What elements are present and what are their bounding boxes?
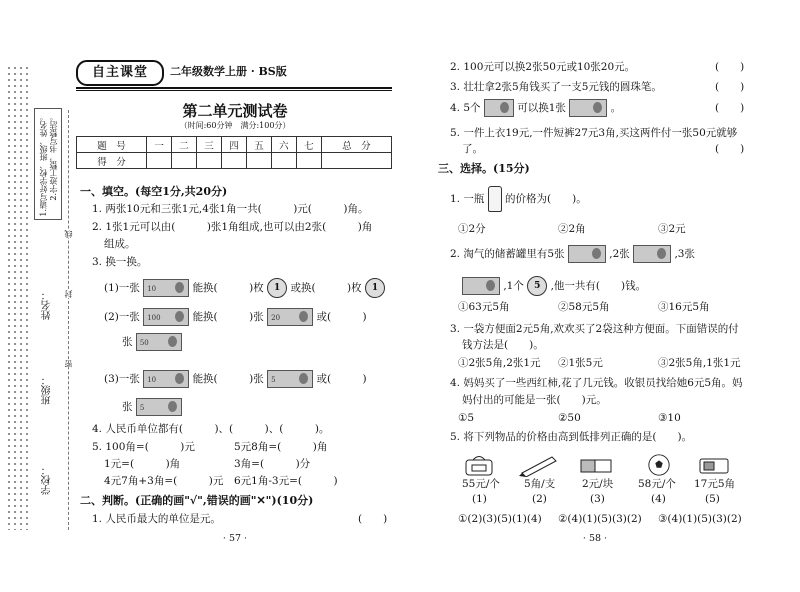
- pencil-case-icon: [696, 453, 732, 477]
- judge-4-end: 。: [610, 102, 622, 114]
- banknote-icon: [136, 333, 182, 351]
- item-index-2: (2): [532, 493, 547, 505]
- q3-1-mid: 能换( )枚: [192, 282, 264, 294]
- item-price-3: 2元/块: [582, 478, 614, 490]
- choice-2-c: ,3张: [674, 248, 695, 260]
- seal-mark-line: 线: [64, 230, 73, 238]
- question-5-row1-b: 5元8角=( )角: [234, 441, 328, 453]
- logo: 自主课堂: [76, 60, 164, 86]
- score-cell[interactable]: [147, 153, 172, 169]
- score-head: 三: [197, 137, 222, 153]
- bill-value: 5: [139, 404, 145, 412]
- eraser-icon: [578, 453, 614, 477]
- choice-5: 5. 将下列物品的价格由高到低排列正确的是( )。: [450, 431, 693, 443]
- judge-2: 2. 100元可以换2张50元或10张20元。: [450, 61, 636, 73]
- score-table: [76, 136, 392, 169]
- book-subtitle: 二年级数学上册 · BS版: [170, 65, 287, 78]
- choice-5-opt-1[interactable]: ①(2)(3)(5)(1)(4): [458, 513, 542, 525]
- judge-3-paren: ( ): [715, 81, 745, 93]
- judge-1-paren: ( ): [358, 513, 388, 525]
- item-price-1: 55元/个: [462, 478, 500, 490]
- judge-5-line2: 了。: [462, 143, 483, 155]
- score-cell[interactable]: [296, 153, 321, 169]
- choice-1-opt-1[interactable]: ①2分: [458, 223, 486, 235]
- judge-2-paren: ( ): [715, 61, 745, 73]
- score-head: 二: [172, 137, 197, 153]
- choice-3-line2: 钱方法是( )。: [462, 339, 544, 351]
- q3-2-prefix: (2)一张: [104, 311, 140, 323]
- score-head: 四: [222, 137, 247, 153]
- seal-mark-secret: 密: [64, 360, 73, 368]
- q3-1-end: 或换( )枚: [290, 282, 362, 294]
- header-rule: [76, 87, 392, 89]
- section-choice-heading: 三、选择。(15分): [438, 162, 530, 175]
- question-3-3-line2: [122, 398, 182, 416]
- banknote-icon: [633, 245, 671, 263]
- question-5-row2-b: 3角=( )分: [234, 458, 311, 470]
- item-price-2: 5角/支: [524, 478, 556, 490]
- header-rule-thin: [76, 90, 392, 91]
- q3-2-mid: 能换( )张: [192, 311, 264, 323]
- bill-value: 20: [271, 314, 281, 322]
- item-price-4: 58元/个: [638, 478, 676, 490]
- score-cell[interactable]: [271, 153, 296, 169]
- banknote-icon: [267, 308, 313, 326]
- question-5-row3-b: 6元1角-3元=( ): [234, 475, 338, 487]
- banknote-icon: [267, 370, 313, 388]
- choice-3-opt-1[interactable]: ①2张5角,2张1元: [458, 357, 541, 369]
- q3-3-prefix: (3)一张: [104, 373, 140, 385]
- score-head: 题 号: [77, 137, 147, 153]
- choice-2-e: ,他一共有( )钱。: [550, 280, 647, 292]
- banknote-icon: [569, 99, 607, 117]
- choice-1-suffix: 的价格为( )。: [505, 193, 587, 205]
- sidebar-note-1: 1.请写好学校、班级、姓名。: [39, 113, 48, 217]
- choice-2-opt-1[interactable]: ①63元5角: [458, 301, 510, 313]
- choice-2-line2: [462, 276, 646, 296]
- judge-3: 3. 壮壮拿2张5角钱买了一支5元钱的圆珠笔。: [450, 81, 662, 93]
- item-index-4: (4): [651, 493, 666, 505]
- bill-value: 10: [147, 285, 157, 293]
- choice-4-opt-2[interactable]: ②50: [558, 412, 581, 424]
- question-5-row1-a: 5. 100角=( )元: [92, 441, 195, 453]
- name-label: 姓名：: [42, 290, 53, 320]
- item-index-1: (1): [472, 493, 487, 505]
- score-cell[interactable]: [321, 153, 391, 169]
- choice-4-opt-3[interactable]: ③10: [658, 412, 681, 424]
- question-3: 3. 换一换。: [92, 256, 148, 268]
- choice-3-opt-2[interactable]: ②1张5元: [558, 357, 603, 369]
- choice-5-opt-3[interactable]: ③(4)(1)(5)(3)(2): [658, 513, 742, 525]
- section-judge-heading: 二、判断。(正确的画"√",错误的画"✕")(10分): [80, 494, 314, 507]
- choice-4-line1: 4. 妈妈买了一些西红柿,花了几元钱。收银员找给她6元5角。妈: [450, 377, 743, 389]
- judge-4-prefix: 4. 5个: [450, 102, 481, 114]
- banknote-icon: [143, 279, 189, 297]
- choice-4-opt-1[interactable]: ①5: [458, 412, 475, 424]
- q3-3-unit: 张: [122, 401, 133, 413]
- dotted-margin: [6, 65, 28, 530]
- bill-value: 10: [147, 376, 157, 384]
- score-table-score-row: [77, 153, 392, 169]
- question-3-2-line2: [122, 333, 182, 351]
- question-3-3: [104, 370, 367, 388]
- banknote-icon: [136, 398, 182, 416]
- question-3-2: [104, 308, 367, 326]
- choice-3-line1: 3. 一袋方便面2元5角,欢欢买了2袋这种方便面。下面错误的付: [450, 323, 739, 335]
- banknote-icon: [484, 99, 514, 117]
- choice-1-opt-3[interactable]: ③2元: [658, 223, 686, 235]
- exam-meta: （时间:60分钟 满分:100分）: [179, 121, 291, 130]
- coin-icon: 1: [365, 278, 385, 298]
- cut-line: [68, 110, 69, 530]
- question-5-row3-a: 4元7角+3角=( )元: [104, 475, 224, 487]
- judge-4-paren: ( ): [715, 102, 745, 114]
- q3-3-mid: 能换( )张: [192, 373, 264, 385]
- q3-1-prefix: (1)一张: [104, 282, 140, 294]
- class-label: 班级：: [42, 375, 53, 405]
- choice-2-opt-2[interactable]: ②58元5角: [558, 301, 610, 313]
- judge-4-mid: 可以换1张: [517, 102, 566, 114]
- score-head: 一: [147, 137, 172, 153]
- banknote-icon: [143, 308, 189, 326]
- score-head: 七: [296, 137, 321, 153]
- question-4: 4. 人民币单位都有( )、( )、( )。: [92, 423, 330, 435]
- choice-2-d: ,1个: [503, 280, 524, 292]
- sidebar-note-2: 2.字迹工整，书写整洁。: [49, 113, 58, 201]
- item-index-5: (5): [705, 493, 720, 505]
- score-table-header-row: [77, 137, 392, 153]
- judge-5-line1: 5. 一件上衣19元,一件短裤27元3角,买这两件付一张50元就够: [450, 127, 738, 139]
- question-3-1: [104, 278, 385, 298]
- score-head: 六: [271, 137, 296, 153]
- banknote-icon: [462, 277, 500, 295]
- q3-2-unit: 张: [122, 336, 133, 348]
- choice-2-a: 2. 淘气的储蓄罐里有5张: [450, 248, 565, 260]
- football-icon: [646, 453, 672, 477]
- score-cell[interactable]: [197, 153, 222, 169]
- page-number: · 58 ·: [582, 533, 608, 544]
- school-label: 学校：: [42, 465, 53, 495]
- score-row-label: 得 分: [77, 153, 147, 169]
- banknote-icon: [143, 370, 189, 388]
- page-title: 第二单元测试卷: [182, 102, 288, 120]
- judge-1: 1. 人民币最大的单位是元。: [92, 513, 221, 525]
- coin-icon: 1: [267, 278, 287, 298]
- choice-2-b: ,2张: [609, 248, 630, 260]
- score-cell[interactable]: [222, 153, 247, 169]
- score-cell[interactable]: [172, 153, 197, 169]
- q3-2-or: 或( ): [316, 311, 367, 323]
- choice-1: [450, 186, 587, 212]
- judge-4: [450, 99, 621, 117]
- item-index-3: (3): [590, 493, 605, 505]
- q3-3-or: 或( ): [316, 373, 367, 385]
- choice-3-opt-3[interactable]: ③2张5角,1张1元: [658, 357, 741, 369]
- question-2-line1: 2. 1张1元可以由( )张1角组成,也可以由2张( )角: [92, 221, 373, 233]
- question-5-row2-a: 1元=( )角: [104, 458, 181, 470]
- bill-value: 100: [147, 314, 161, 322]
- choice-2-line1: [450, 245, 695, 263]
- choice-2-opt-3[interactable]: ③16元5角: [658, 301, 710, 313]
- choice-1-prefix: 1. 一瓶: [450, 193, 485, 205]
- item-price-5: 17元5角: [694, 478, 736, 490]
- bill-value: 50: [139, 339, 149, 347]
- banknote-icon: [568, 245, 606, 263]
- judge-5-paren: ( ): [715, 143, 745, 155]
- choice-4-line2: 妈付出的可能是一张( )元。: [462, 394, 607, 406]
- seal-mark-seal: 封: [64, 290, 73, 298]
- section-fill-in-heading: 一、填空。(每空1分,共20分): [80, 185, 228, 198]
- score-cell[interactable]: [246, 153, 271, 169]
- score-head: 五: [246, 137, 271, 153]
- choice-5-opt-2[interactable]: ②(4)(1)(5)(3)(2): [558, 513, 642, 525]
- score-head: 总 分: [321, 137, 391, 153]
- coin-icon: 5: [527, 276, 547, 296]
- question-2-line2: 组成。: [104, 238, 136, 250]
- choice-1-opt-2[interactable]: ②2角: [558, 223, 586, 235]
- question-1: 1. 两张10元和三张1元,4张1角一共( )元( )角。: [92, 203, 369, 215]
- water-bottle-icon: [488, 186, 502, 212]
- pencil-icon: [518, 453, 560, 477]
- bill-value: 5: [271, 376, 276, 384]
- page-number: · 57 ·: [222, 533, 248, 544]
- right-page: [400, 0, 800, 592]
- bag-icon: [462, 453, 496, 477]
